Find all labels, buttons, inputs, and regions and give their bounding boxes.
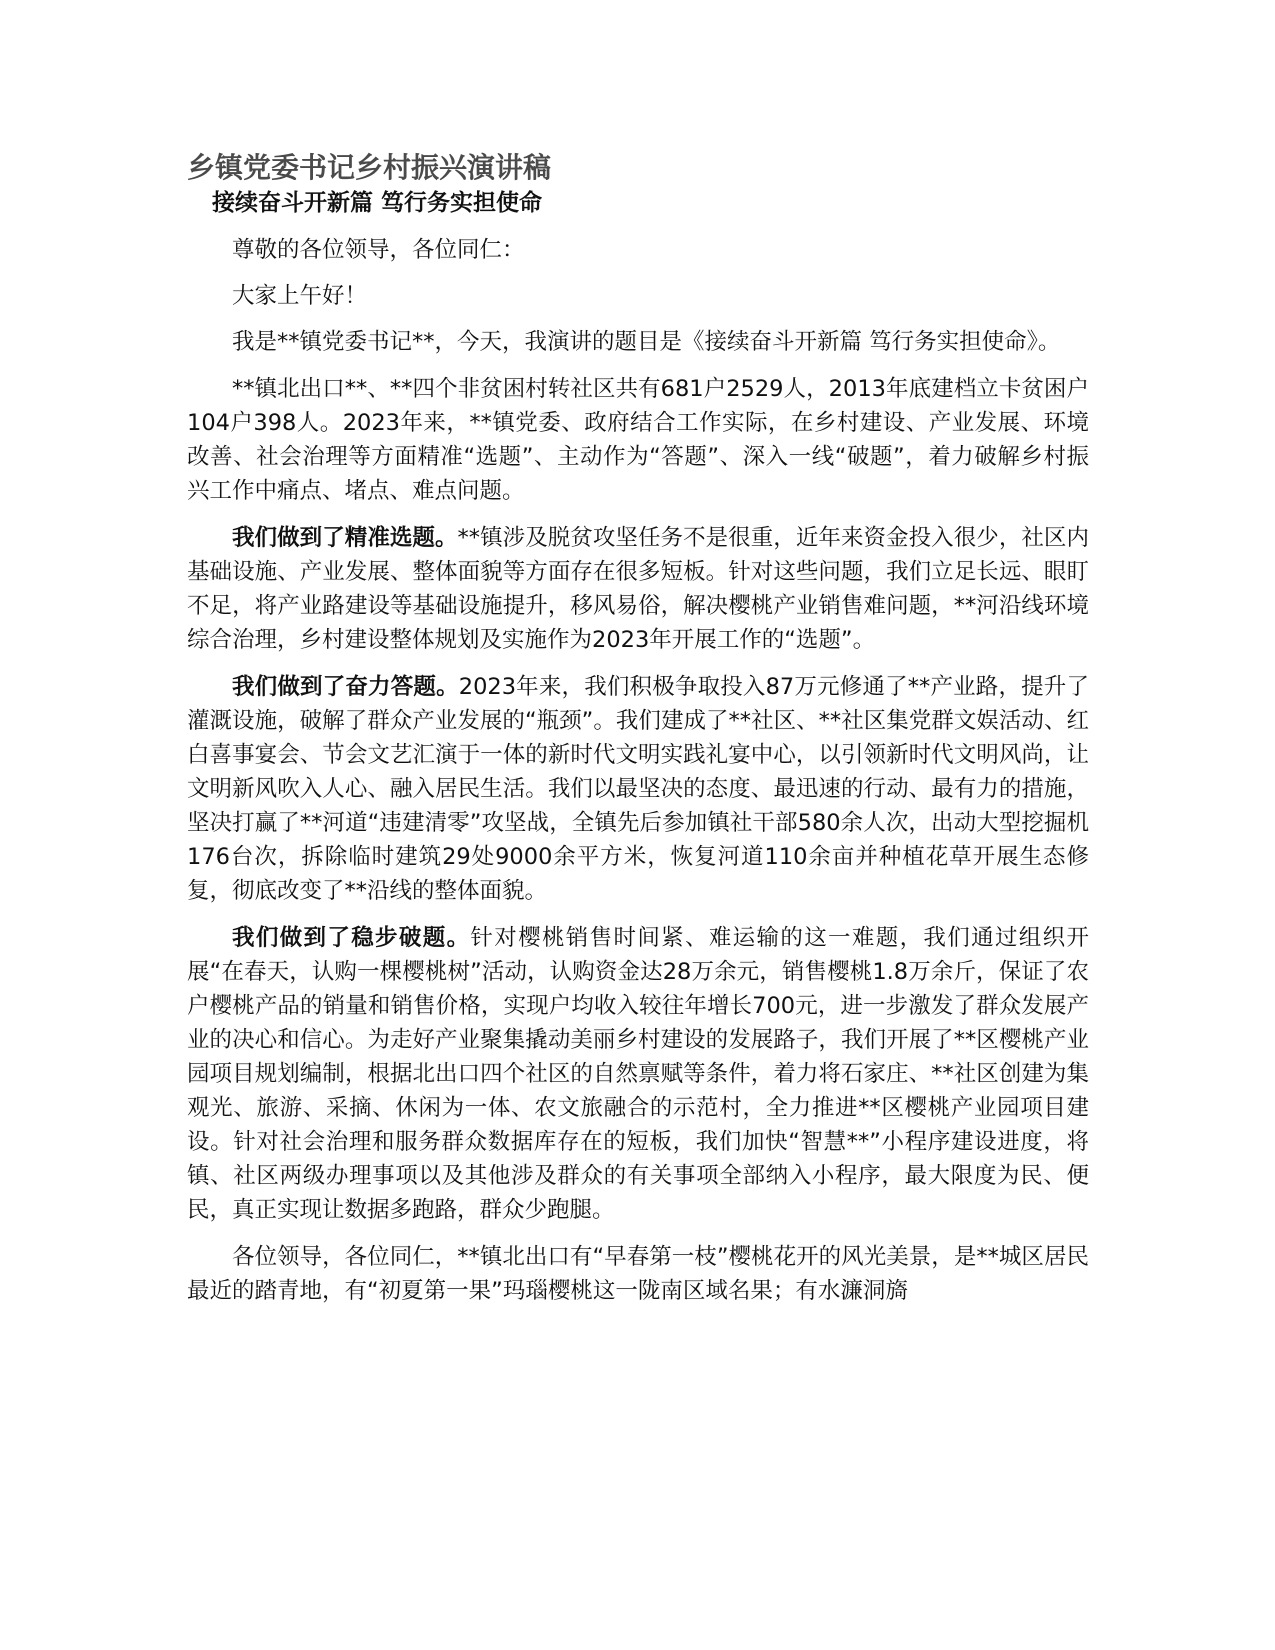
document-title: 乡镇党委书记乡村振兴演讲稿 [187,151,552,184]
paragraph-text: 尊敬的各位领导，各位同仁： [232,237,525,263]
intro-paragraph [187,325,1089,359]
salutation-paragraph [187,233,1089,267]
greeting-paragraph [187,279,1089,313]
paragraph-text: 我是**镇党委书记**，今天，我演讲的题目是《接续奋斗开新篇 笃行务实担使命》。 [232,329,1061,355]
precise-topic-paragraph [187,521,1089,657]
document-body [187,233,1089,1321]
paragraph-lead: 我们做到了精准选题。 [232,525,458,551]
paragraph-text: 大家上午好！ [232,283,368,309]
paragraph-text: 各位领导，各位同仁，**镇北出口有“早春第一枝”樱桃花开的风光美景，是**城区居民最近的踏青地，有“初夏第一果”玛瑙樱桃这一陇南区域名果；有水濂洞旖 [187,1244,1089,1304]
paragraph-text: **镇涉及脱贫攻坚任务不是很重，近年来资金投入很少，社区内基础设施、产业发展、整体面貌等方面存在很多短板。针对这些问题，我们立足长远、眼盯不足，将产业路建设等基础设施提升，移风易俗，解决樱桃产业销售难问题，**河沿线环境综合治理，乡村建设整体规划及实施作为2023年开展工作的“选题”。 [187,525,1089,653]
solve-topic-paragraph [187,921,1089,1227]
document-subtitle: 接续奋斗开新篇 笃行务实担使命 [212,190,543,216]
paragraph-text: 针对樱桃销售时间紧、难运输的这一难题，我们通过组织开展“在春天，认购一棵樱桃树”活动，认购资金达28万余元，销售樱桃1.8万余斤，保证了农户樱桃产品的销量和销售价格，实现户均收入较往年增长700元，进一步激发了群众发展产业的决心和信心。为走好产业聚集撬动美丽乡村建设的发展路子，我们开展了**区樱桃产业园项目规划编制，根据北出口四个社区的自然禀赋等条件，着力将石家庄、**社区创建为集观光、旅游、采摘、休闲为一体、农文旅融合的示范村，全力推进**区樱桃产业园项目建设。针对社会治理和服务群众数据库存在的短板，我们加快“智慧**”小程序建设进度，将镇、社区两级办理事项以及其他涉及群众的有关事项全部纳入小程序，最大限度为民、便民，真正实现让数据多跑路，群众少跑腿。 [187,925,1089,1223]
answer-topic-paragraph [187,670,1089,908]
paragraph-text: 2023年来，我们积极争取投入87万元修通了**产业路，提升了灌溉设施，破解了群众产业发展的“瓶颈”。我们建成了**社区、**社区集党群文娱活动、红白喜事宴会、节会文艺汇演于一体的新时代文明实践礼宴中心，以引领新时代文明风尚，让文明新风吹入人心、融入居民生活。我们以最坚决的态度、最迅速的行动、最有力的措施，坚决打赢了**河道“违建清零”攻坚战，全镇先后参加镇社干部580余人次，出动大型挖掘机176台次，拆除临时建筑29处9000余平方米，恢复河道110余亩并种植花草开展生态修复，彻底改变了**沿线的整体面貌。 [187,674,1089,904]
paragraph-lead: 我们做到了稳步破题。 [232,925,471,951]
background-paragraph [187,372,1089,508]
closing-paragraph [187,1240,1089,1308]
paragraph-text: **镇北出口**、**四个非贫困村转社区共有681户2529人，2013年底建档立卡贫困户104户398人。2023年来，**镇党委、政府结合工作实际，在乡村建设、产业发展、环境改善、社会治理等方面精准“选题”、主动作为“答题”、深入一线“破题”，着力破解乡村振兴工作中痛点、堵点、难点问题。 [187,376,1089,504]
paragraph-lead: 我们做到了奋力答题。 [232,674,459,700]
